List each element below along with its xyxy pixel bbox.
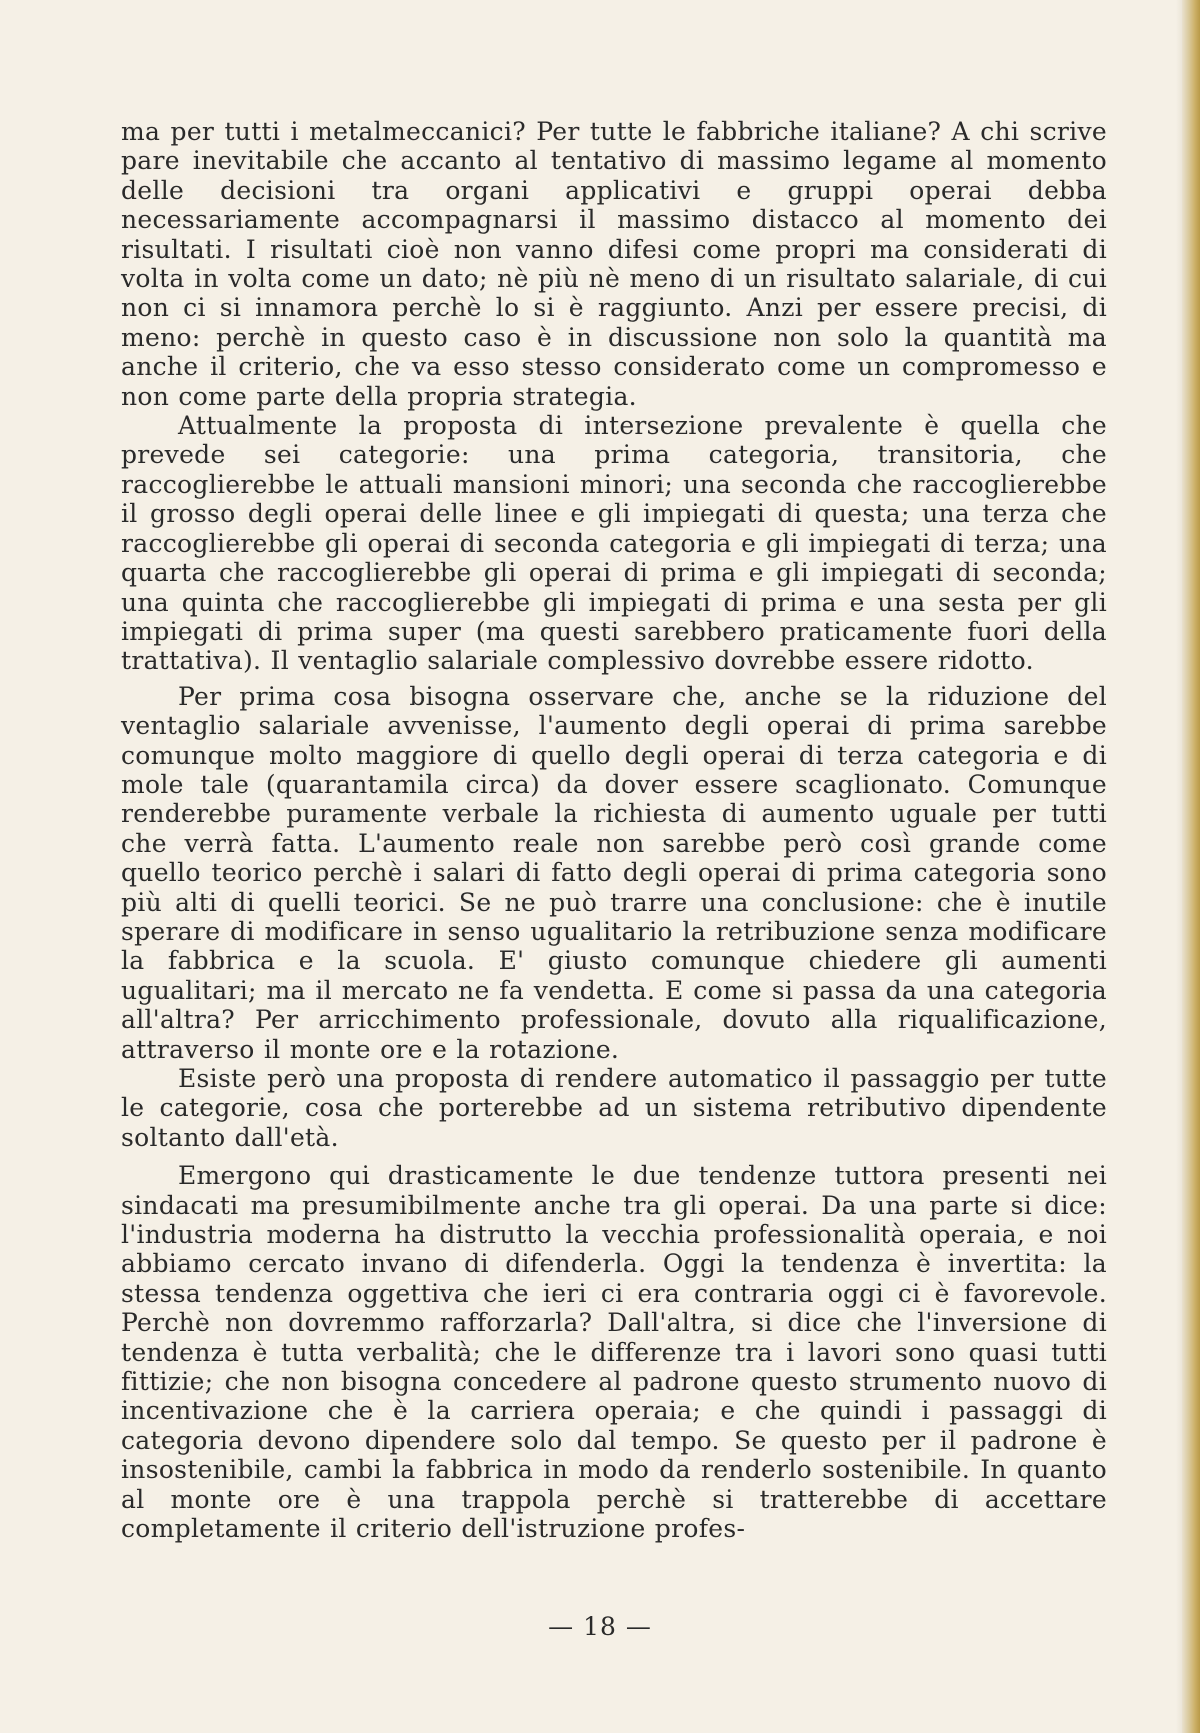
paragraph-4: Esiste però una proposta di rendere automatico il passaggio per tutte le categorie, cosa che porterebbe ad un sistema retributivo dipendente soltanto dall'età. — [121, 1064, 1107, 1152]
paragraph-2: Attualmente la proposta di intersezione prevalente è quella che prevede sei categorie: una prima categoria, transitoria, che raccoglierebbe le attuali mansioni minori; una seconda che raccoglierebbe il grosso degli operai delle linee e gli impiegati di questa; una terza che raccoglierebbe gli operai di seconda categoria e gli impiegati di terza; una quarta che raccoglierebbe gli operai di prima e gli impiegati di seconda; una quinta che raccoglierebbe gli impiegati di prima e una sesta per gli impiegati di prima super (ma questi sarebbero praticamente fuori della trattativa). Il ventaglio salariale complessivo dovrebbe essere ridotto. — [121, 411, 1107, 676]
page-number: — 18 — — [548, 1612, 652, 1641]
body-text — [121, 117, 1107, 1544]
paragraph-5: Emergono qui drasticamente le due tendenze tuttora presenti nei sindacati ma presumibilmente anche tra gli operai. Da una parte si dice: l'industria moderna ha distrutto la vecchia professionalità operaia, e noi abbiamo cercato invano di difenderla. Oggi la tendenza è invertita: la stessa tendenza oggettiva che ieri ci era contraria oggi ci è favorevole. Perchè non dovremmo rafforzarla? Dall'altra, si dice che l'inversione di tendenza è tutta verbalità; che le differenze tra i lavori sono quasi tutti fittizie; che non bisogna concedere al padrone questo strumento nuovo di incentivazione che è la carriera operaia; e che quindi i passaggi di categoria devono dipendere solo dal tempo. Se questo per il padrone è insostenibile, cambi la fabbrica in modo da renderlo sostenibile. In quanto al monte ore è una trappola perchè si tratterebbe di accettare completamente il criterio dell'istruzione profes- — [121, 1161, 1107, 1544]
paragraph-1: ma per tutti i metalmeccanici? Per tutte le fabbriche italiane? A chi scrive pare inevitabile che accanto al tentativo di massimo legame al momento delle decisioni tra organi applicativi e gruppi operai debba necessariamente accompagnarsi il massimo distacco al momento dei risultati. I risultati cioè non vanno difesi come propri ma considerati di volta in volta come un dato; nè più nè meno di un risultato salariale, di cui non ci si innamora perchè lo si è raggiunto. Anzi per essere precisi, di meno: perchè in questo caso è in discussione non solo la quantità ma anche il criterio, che va esso stesso considerato come un compromesso e non come parte della propria strategia. — [121, 117, 1107, 411]
page-edge — [1182, 0, 1200, 1733]
paragraph-3: Per prima cosa bisogna osservare che, anche se la riduzione del ventaglio salariale avvenisse, l'aumento degli operai di prima sarebbe comunque molto maggiore di quello degli operai di terza categoria e di mole tale (quarantamila circa) da dover essere scaglionato. Comunque renderebbe puramente verbale la richiesta di aumento uguale per tutti che verrà fatta. L'aumento reale non sarebbe però così grande come quello teorico perchè i salari di fatto degli operai di prima categoria sono più alti di quelli teorici. Se ne può trarre una conclusione: che è inutile sperare di modificare in senso ugualitario la retribuzione senza modificare la fabbrica e la scuola. E' giusto comunque chiedere gli aumenti ugualitari; ma il mercato ne fa vendetta. E come si passa da una categoria all'altra? Per arricchimento professionale, dovuto alla riqualificazione, attraverso il monte ore e la rotazione. — [121, 681, 1107, 1064]
